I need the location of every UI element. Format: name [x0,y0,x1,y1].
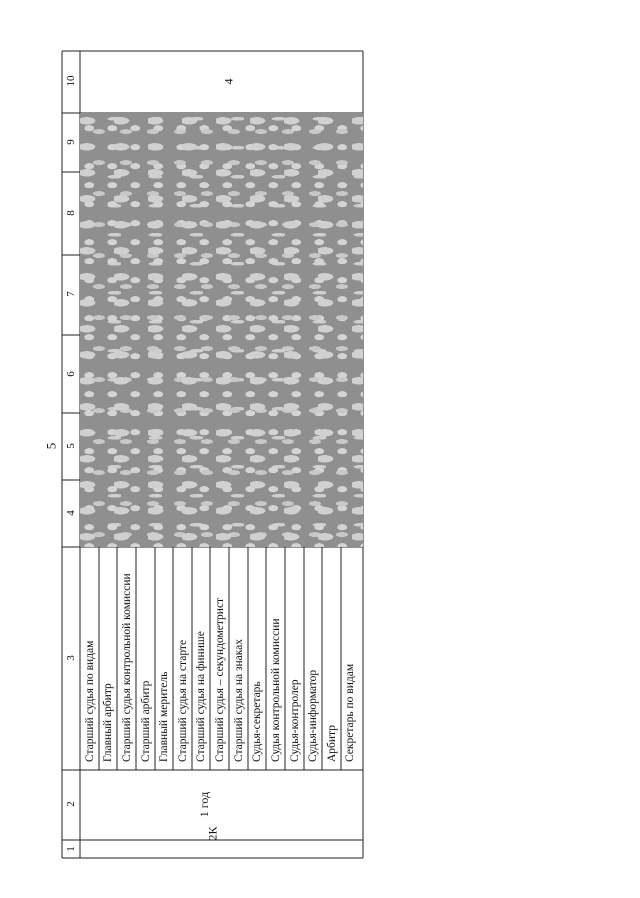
position-label: Старший судья на знаках [233,638,245,762]
column-number-6: 6 [65,371,77,377]
position-label: Главный арбитр [102,683,114,762]
page-number: 5 [43,442,59,450]
column-number-9: 9 [65,139,77,145]
column-number-3: 3 [65,655,77,661]
points-value: 4 [221,78,236,85]
position-label: Судья-секретарь [251,681,263,762]
column-number-10: 10 [65,75,77,87]
column-number-8: 8 [65,210,77,216]
position-label: Старший судья – секундометрист [214,597,226,762]
position-label: Судья-информатор [307,669,319,762]
column-number-5: 5 [65,443,77,449]
column-number-1: 1 [65,846,77,852]
column-number-7: 7 [65,291,77,297]
position-label: Старший судья на финише [195,631,207,762]
position-label: Старший судья по видам [84,640,96,762]
sport-code: 2К [205,826,220,841]
position-label: Арбитр [326,725,338,762]
column-number-4: 4 [65,510,77,516]
position-label: Судья контрольной комиссии [270,618,282,762]
position-label: Старший арбитр [140,680,152,762]
position-label: Секретарь по видам [344,663,356,762]
position-label: Старший судья на старте [177,639,189,762]
column-number-2: 2 [65,801,77,807]
position-label: Судья-контролер [289,679,301,762]
position-label: Главный меритель [158,671,170,762]
shaded-area [80,113,363,547]
period-label: 1 год [197,791,212,818]
position-label: Старший судья контрольной комиссии [121,573,133,762]
